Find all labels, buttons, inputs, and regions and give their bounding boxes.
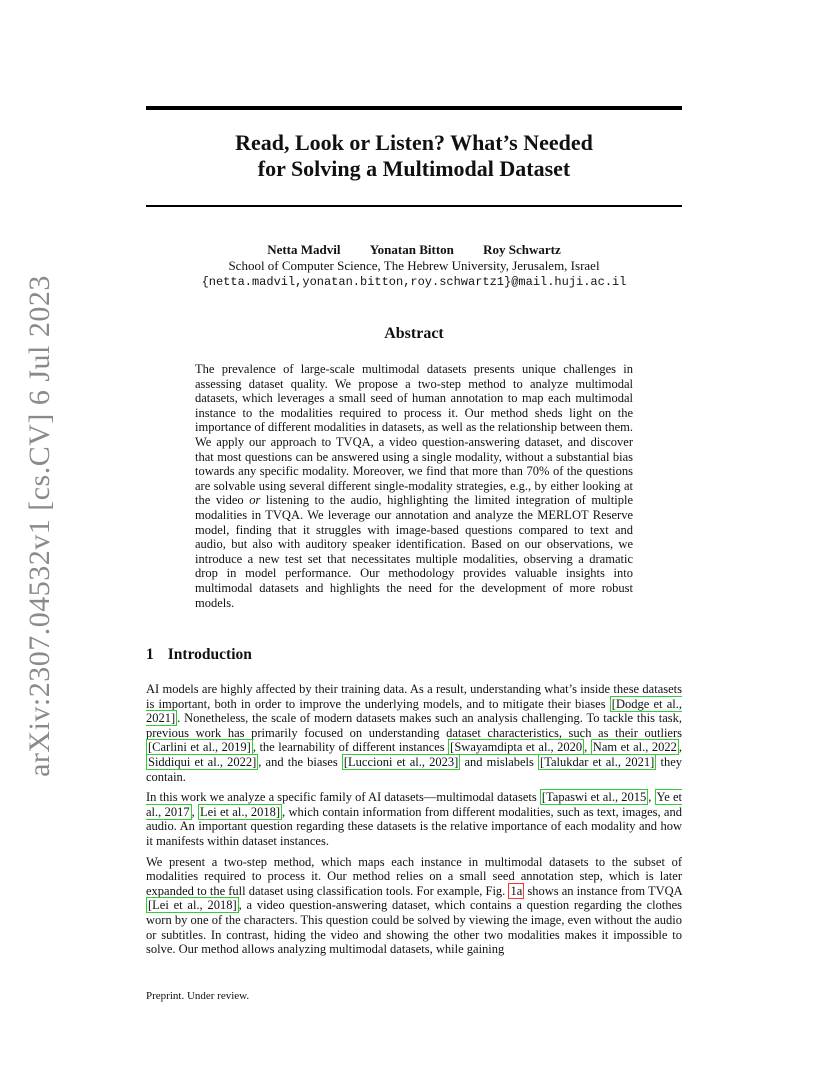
title-line-1: Read, Look or Listen? What’s Needed — [235, 130, 593, 155]
author-name: Roy Schwartz — [483, 242, 561, 257]
title-line-2: for Solving a Multimodal Dataset — [257, 156, 571, 181]
citation-link[interactable]: [Swayamdipta et al., 2020 — [450, 740, 583, 755]
title-top-rule — [146, 106, 682, 110]
citation-link[interactable]: [Luccioni et al., 2023] — [343, 754, 459, 769]
intro-paragraph-2: In this work we analyze a specific family of AI datasets—multimodal datasets [Tapaswi et al., 2015 , Ye et al., 2017 , Lei et al., 2018] , which contain information from different modalities, such as text, images, and audio. An important question regarding these datasets is the relative importance of each modality and how it manifests within dataset instances. — [146, 790, 682, 848]
citation-link[interactable]: [Carlini et al., 2019] — [148, 740, 251, 755]
intro-paragraph-1: AI models are highly affected by their training data. As a result, understanding what’s inside these datasets is important, both in order to improve the underlying models, and to mitigate their biases [Dodge et al., 2021] . Nonetheless, the scale of modern datasets makes such an analysis challenging. To tackle this task, previous work has primarily focused on understanding dataset characteristics, such as their outliers [Carlini et al., 2019] , the learnability of different instances [Swayamdipta et al., 2020 , Nam et al., 2022 , Siddiqui et al., 2022] , and the biases [Luccioni et al., 2023] and mislabels [Talukdar et al., 2021] they contain. — [146, 682, 683, 784]
citation-link[interactable]: Ye et al., 2017 — [146, 790, 682, 819]
introduction-body — [146, 682, 682, 963]
author-affiliation: School of Computer Science, The Hebrew University, Jerusalem, Israel — [228, 258, 600, 273]
citation-link[interactable]: Siddiqui et al., 2022] — [148, 754, 257, 769]
citation-link[interactable]: [Dodge et al., 2021] — [146, 696, 682, 726]
abstract-heading: Abstract — [384, 325, 444, 342]
section-title: Introduction — [167, 646, 252, 663]
citation-link[interactable]: [Tapaswi et al., 2015 — [541, 790, 647, 805]
citation-link[interactable]: Lei et al., 2018] — [200, 804, 281, 819]
author-name: Yonatan Bitton — [369, 242, 454, 257]
title-bottom-rule — [146, 205, 682, 207]
section-number: 1 — [146, 646, 154, 663]
citation-link[interactable]: Nam et al., 2022 — [592, 740, 677, 755]
author-block — [146, 242, 682, 290]
arxiv-identifier-stamp — [20, 275, 60, 777]
citation-link[interactable]: [Lei et al., 2018] — [148, 898, 237, 913]
intro-paragraph-3: We present a two-step method, which maps each instance in multimodal datasets to the subset of modalities required to process it. Our method relies on a small seed annotation step, which is later expanded to the full dataset using classification tools. For example, Fig. 1a shows an instance from TVQA [Lei et al., 2018] , a video question-answering dataset, which contains a question regarding the clothes worn by one of the characters. This question could be solved by viewing the image, even without the audio or subtitles. In contrast, hiding the video and showing the other two modalities makes it impossible to solve. Our method allows analyzing multimodal datasets, while gaining — [146, 854, 682, 957]
abstract-text: The prevalence of large-scale multimodal datasets presents unique challenges in assessing dataset quality. We propose a two-step method to analyze multimodal datasets, which leverages a small seed of human annotation to map each multimodal instance to the modalities required to process it. Our method sheds light on the importance of different modalities in datasets, as well as the relationship between them. We apply our approach to TVQA, a video question-answering dataset, and discover that most questions can be answered using a single modality, without a substantial bias towards any specific modality. Moreover, we find that more than 70% of the questions are solvable using several different single-modality strategies, e.g., by either looking at the video or listening to the audio, highlighting the limited integration of multiple modalities in TVQA. We leverage our annotation and analyze the MERLOT Reserve model, finding that it struggles with image-based questions compared to text and audio, but also with auditory speaker identification. Based on our observations, we introduce a new test set that necessitates multiple modalities, observing a dramatic drop in model performance. Our methodology provides valuable insights into multimodal datasets and highlights the need for the development of more robust models. — [195, 362, 633, 610]
author-email: {netta.madvil,yonatan.bitton,roy.schwartz1}@mail.huji.ac.il — [201, 275, 627, 289]
abstract-italic-or: or — [249, 493, 261, 508]
figure-reference-link[interactable]: 1a — [510, 883, 523, 898]
arxiv-stamp-text: arXiv:2307.04532v1 [cs.CV] 6 Jul 2023 — [23, 275, 56, 777]
section-heading-introduction — [146, 646, 252, 664]
author-name: Netta Madvil — [267, 242, 341, 257]
citation-link[interactable]: [Talukdar et al., 2021] — [540, 754, 655, 769]
author-names — [146, 242, 682, 258]
paper-title — [146, 130, 682, 182]
preprint-footer: Preprint. Under review. — [146, 990, 250, 1002]
